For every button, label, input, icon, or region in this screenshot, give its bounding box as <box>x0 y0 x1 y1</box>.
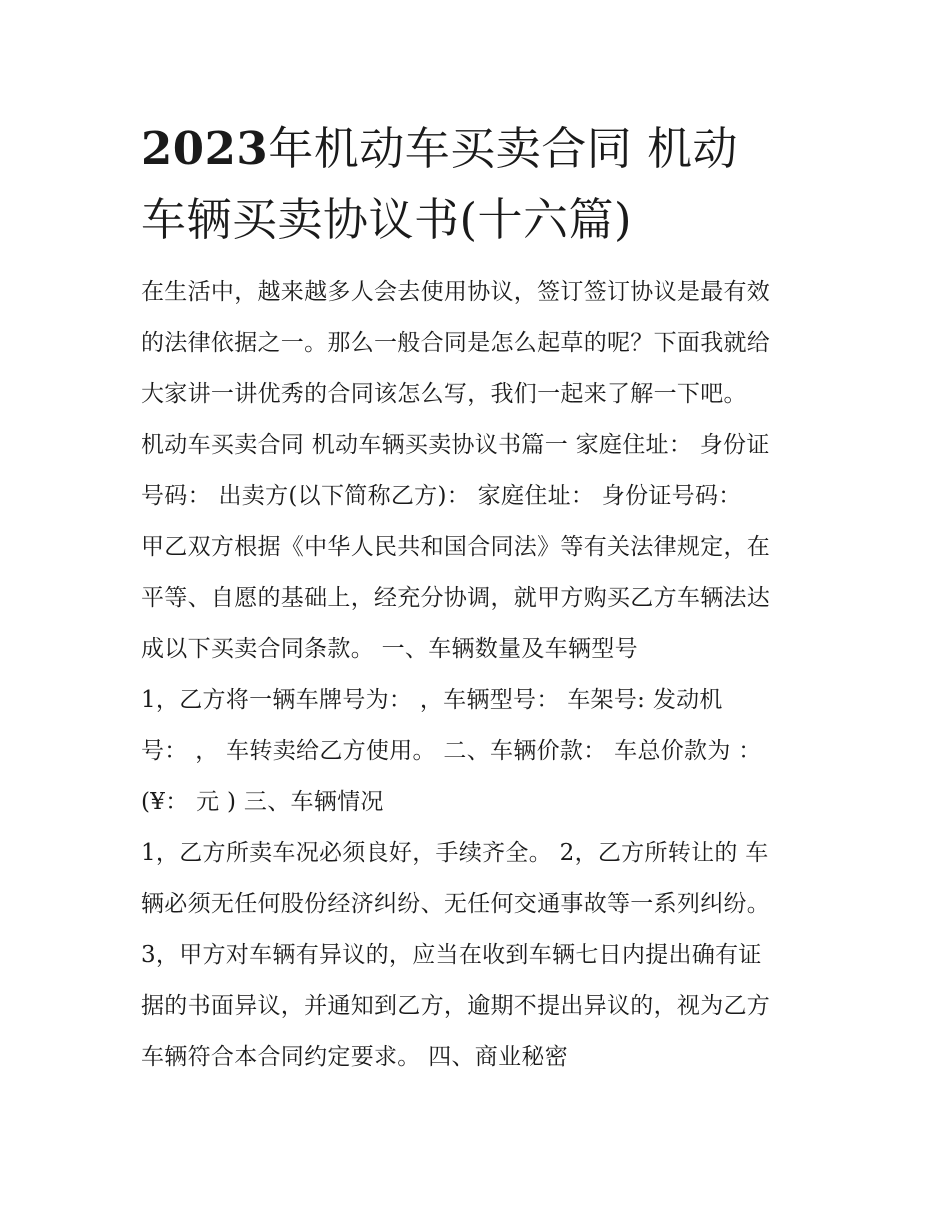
body-line: 在生活中，越来越多人会去使用协议，签订签订协议是最有效 <box>141 279 771 305</box>
document-body <box>141 267 821 1083</box>
body-line: 甲乙双方根据《中华人民共和国合同法》等有关法律规定，在 <box>141 534 771 560</box>
body-line: 号码： 出卖方(以下简称乙方)： 家庭住址： 身份证号码： <box>141 483 742 509</box>
body-line: 机动车买卖合同 机动车辆买卖协议书篇一 家庭住址： 身份证 <box>141 432 770 458</box>
body-line: 成以下买卖合同条款。 一、车辆数量及车辆型号 <box>141 636 638 662</box>
title-line2-text: 车辆买卖协议书(十六篇) <box>141 193 633 246</box>
body-line: 车辆符合本合同约定要求。 四、商业秘密 <box>141 1044 569 1070</box>
document-title <box>141 113 821 255</box>
title-year: 2023 <box>141 122 269 175</box>
body-line: 平等、自愿的基础上，经充分协调，就甲方购买乙方车辆法达 <box>141 585 771 611</box>
body-line: 3，甲方对车辆有异议的，应当在收到车辆七日内提出确有证 <box>141 942 762 968</box>
body-line: 1，乙方将一辆车牌号为： ，车辆型号： 车架号: 发动机 <box>141 687 723 713</box>
title-line1-text: 年机动车买卖合同 机动 <box>268 122 739 175</box>
body-line: (¥： 元 ) 三、车辆情况 <box>141 789 384 815</box>
body-line: 的法律依据之一。那么一般合同是怎么起草的呢？下面我就给 <box>141 330 771 356</box>
body-line: 1，乙方所卖车况必须良好，手续齐全。 2，乙方所转让的 车 <box>141 840 769 866</box>
body-line: 辆必须无任何股份经济纠纷、无任何交通事故等一系列纠纷。 <box>141 891 771 917</box>
document-page <box>141 113 821 1083</box>
body-line: 号： ， 车转卖给乙方使用。 二、车辆价款： 车总价款为 ： <box>141 738 762 764</box>
body-line: 大家讲一讲优秀的合同该怎么写，我们一起来了解一下吧。 <box>141 381 747 407</box>
body-line: 据的书面异议，并通知到乙方，逾期不提出异议的，视为乙方 <box>141 993 771 1019</box>
